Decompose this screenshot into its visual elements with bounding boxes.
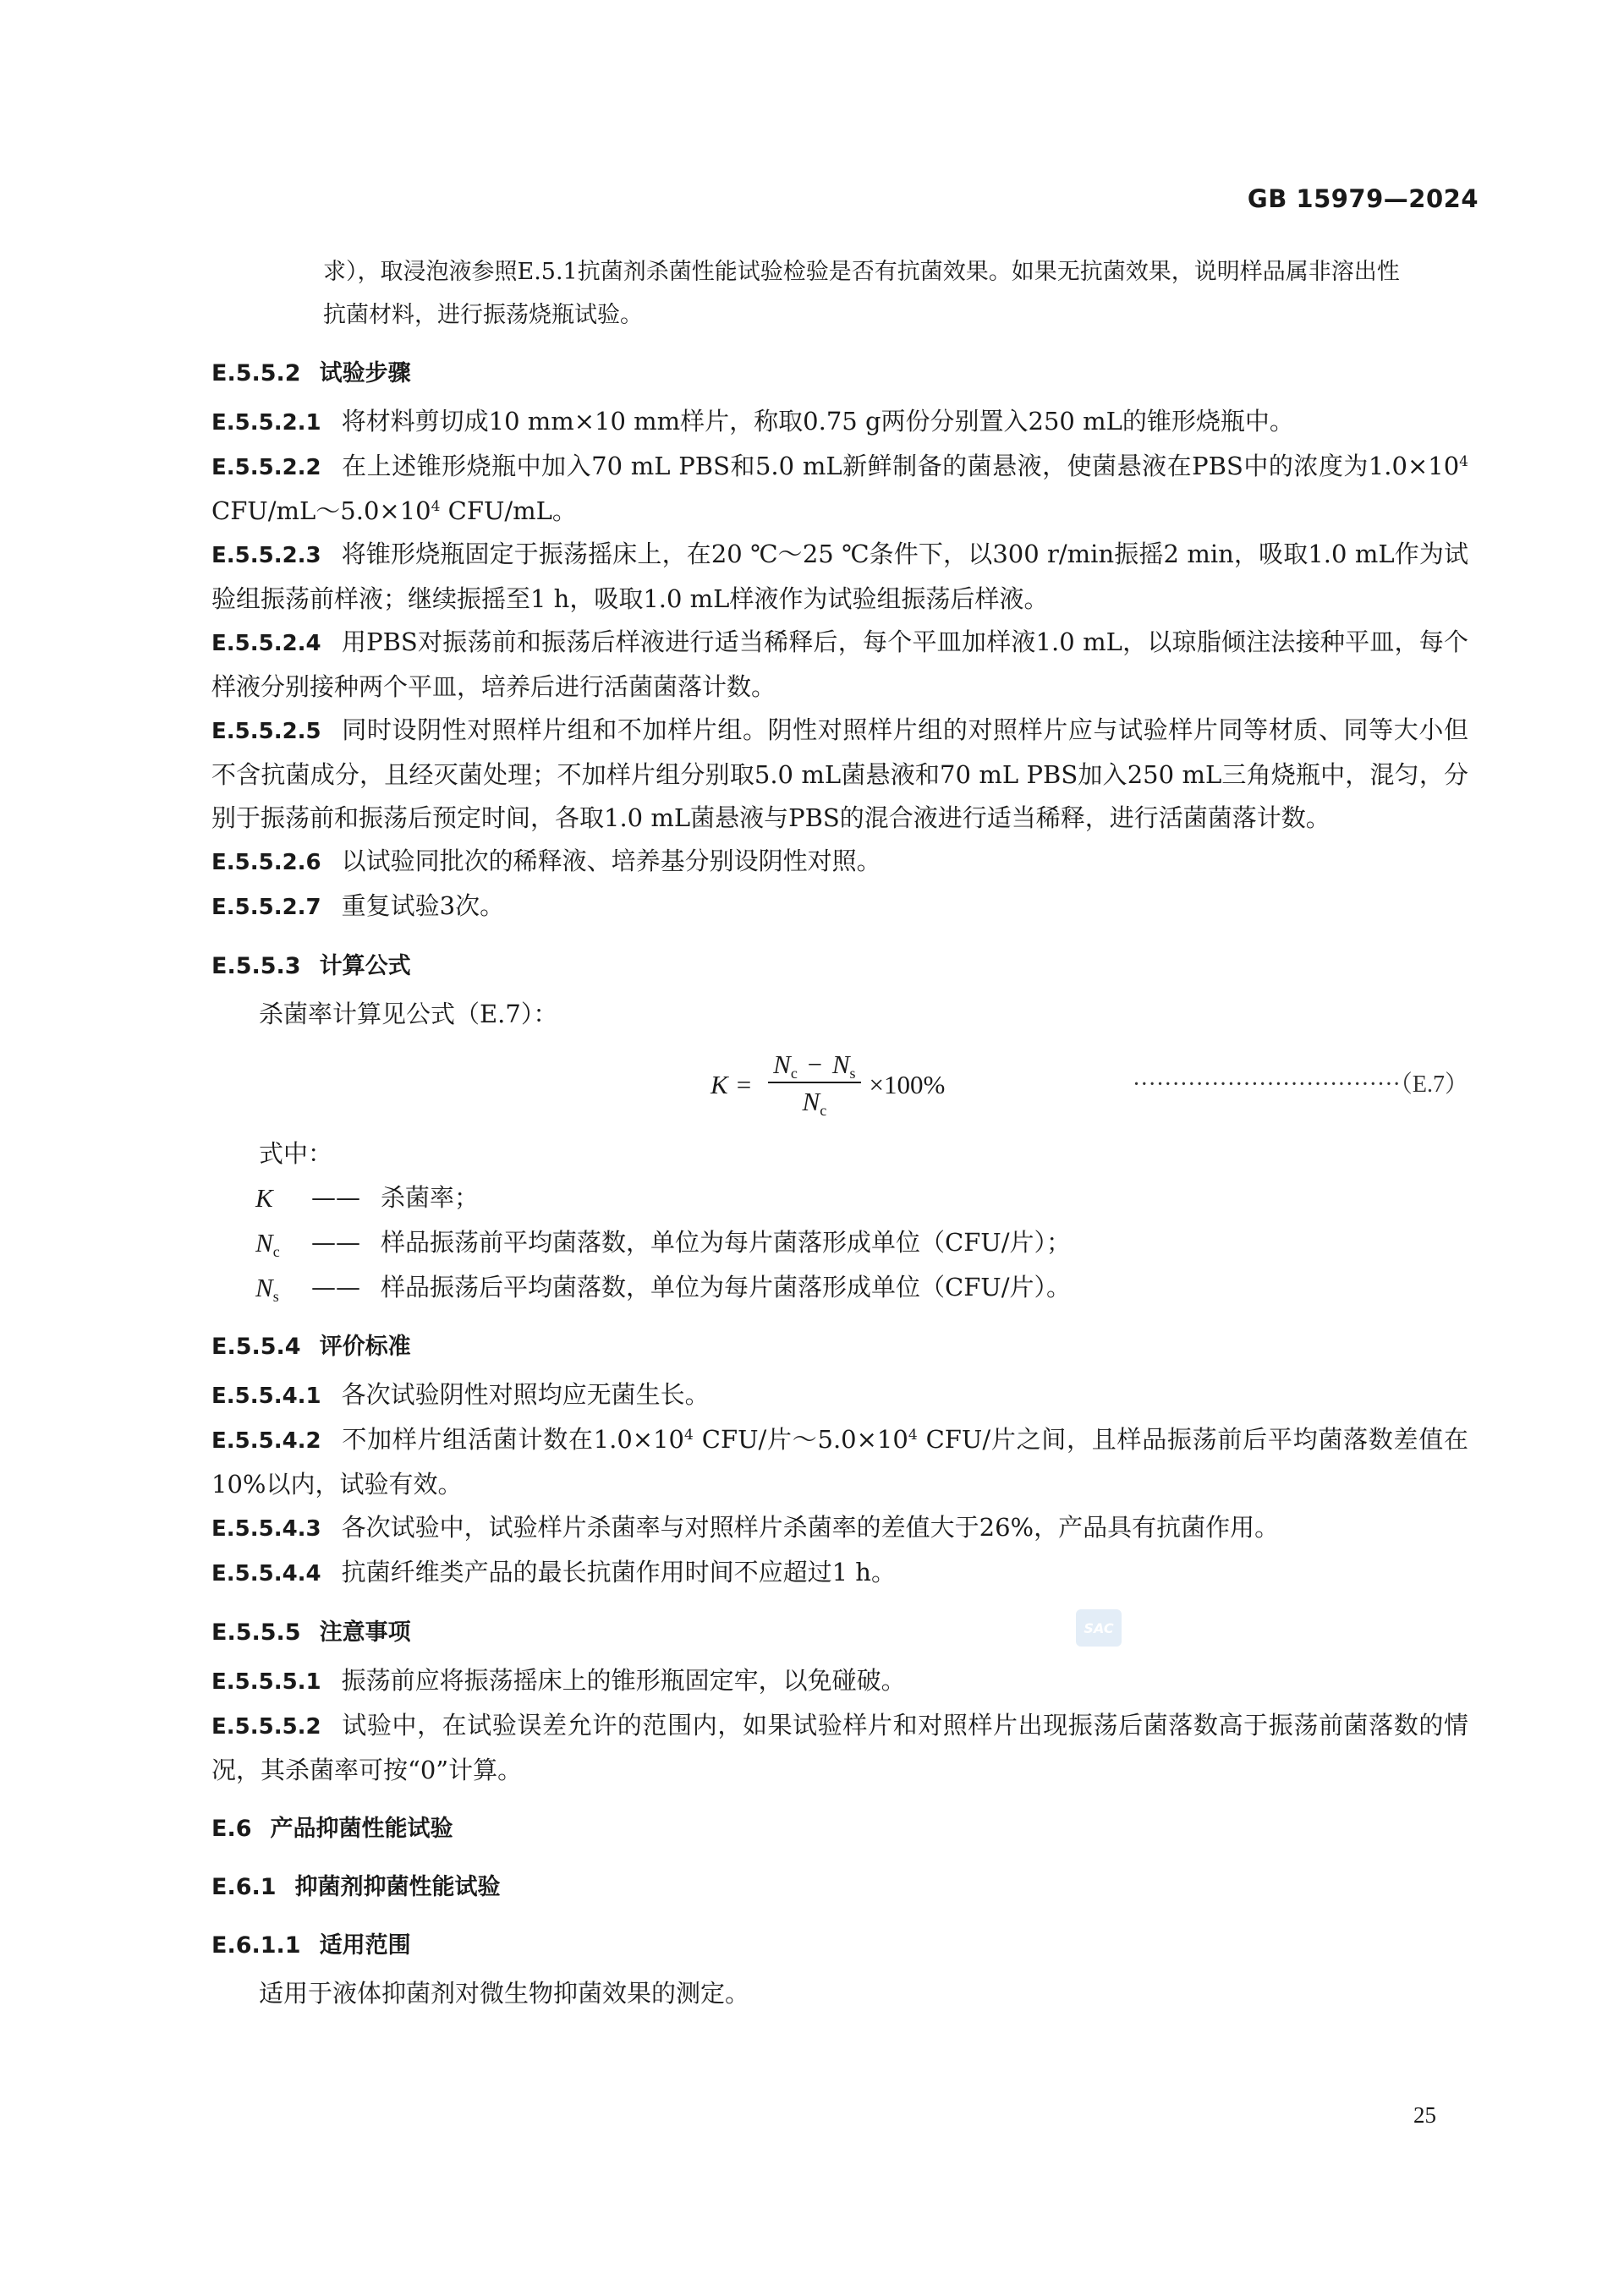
definition-ns: Ns —— 样品振荡后平均菌落数，单位为每片菌落形成单位（CFU/片）。 xyxy=(255,1273,1072,1305)
section-heading-e6: E.6 产品抑菌性能试验 xyxy=(211,1816,453,1842)
definition-k: K —— 杀菌率； xyxy=(255,1183,480,1213)
page-number: 25 xyxy=(1413,2102,1436,2128)
document-id: GB 15979—2024 xyxy=(1247,184,1479,213)
section-heading-e611: E.6.1.1 适用范围 xyxy=(211,1932,411,1959)
section-heading-e555: E.5.5.5 注意事项 xyxy=(211,1619,411,1646)
section-heading-e553: E.5.5.3 计算公式 xyxy=(211,953,411,979)
step-e5522: E.5.5.2.2 在上述锥形烧瓶中加入70 mL PBS和5.0 mL新鲜制备的菌悬液，使菌悬液在PBS中的浓度为$1.0\times 10^4$ CFU/$mL\sim 5.0\times 10^4$ CFU/mL。 xyxy=(211,452,1468,525)
step-e5525: E.5.5.2.5 同时设阴性对照样片组和不加样片组。阴性对照样片组的对照样片应与试验样片同等材质、同等大小但不含抗菌成分，且经灭菌处理；不加样片组分别取5.0 mL菌悬液和70 mL PBS加入250 mL三角烧瓶中，混匀，分别于振荡前和振荡后预定时间，各取1.0 mL菌悬液与PBS的混合液进行适当稀释，进行活菌菌落计数。 xyxy=(211,715,1468,832)
item-e5542: E.5.5.4.2 不加样片组活菌计数在$1.0\times 10^4$ CFU/片$\sim 5.0\times 10^4$ CFU/片之间，且样品振荡前后平均菌落数差值在10%以内，试验有效。 xyxy=(211,1425,1468,1499)
formula-expression: K = $\frac{Nc - Ns}{Nc}$ ×100% xyxy=(710,1049,946,1119)
page-body xyxy=(211,250,1468,2015)
section-heading-e552: E.5.5.2 试验步骤 xyxy=(211,360,411,386)
intro-line-1: 求），取浸泡液参照E.5.1抗菌剂杀菌性能试验检验是否有抗菌效果。如果无抗菌效果，说明样品属非溶出性 xyxy=(323,259,1400,285)
item-e5541: E.5.5.4.1 各次试验阴性对照均应无菌生长。 xyxy=(211,1380,710,1409)
intro-line-2: 抗菌材料，进行振荡烧瓶试验。 xyxy=(323,302,643,328)
equation-number: ··································（E.7） xyxy=(1132,1071,1468,1098)
step-e5521: E.5.5.2.1 将材料剪切成10 mm×10 mm样片，称取0.75 g两份分别置入250 mL的锥形烧瓶中。 xyxy=(211,407,1294,436)
item-e5552: E.5.5.5.2 试验中，在试验误差允许的范围内，如果试验样片和对照样片出现振荡后菌落数高于振荡前菌落数的情况，其杀菌率可按“0”计算。 xyxy=(211,1711,1468,1784)
step-e5526: E.5.5.2.6 以试验同批次的稀释液、培养基分别设阴性对照。 xyxy=(211,847,881,875)
step-e5523: E.5.5.2.3 将锥形烧瓶固定于振荡摇床上，在20 ℃～25 ℃条件下，以300 r/min振摇2 min，吸取1.0 mL作为试验组振荡前样液；继续振摇至1 h，吸取1.0 mL样液作为试验组振荡后样液。 xyxy=(211,540,1468,613)
step-e5527: E.5.5.2.7 重复试验3次。 xyxy=(211,891,505,920)
item-e5551: E.5.5.5.1 振荡前应将振荡摇床上的锥形瓶固定牢，以免碰破。 xyxy=(211,1666,906,1695)
item-e5544: E.5.5.4.4 抗菌纤维类产品的最长抗菌作用时间不应超过1 h。 xyxy=(211,1558,896,1586)
section-heading-e61: E.6.1 抑菌剂抑菌性能试验 xyxy=(211,1874,501,1900)
scope-paragraph: 适用于液体抑菌剂对微生物抑菌效果的测定。 xyxy=(259,1979,750,2008)
formula-lead: 杀菌率计算见公式（E.7）： xyxy=(259,1000,558,1028)
section-heading-e554: E.5.5.4 评价标准 xyxy=(211,1334,411,1360)
intro-paragraph xyxy=(211,250,1468,337)
formula-fraction: $\frac{Nc - Ns}{Nc}$ xyxy=(768,1048,860,1121)
definition-nc: Nc —— 样品振荡前平均菌落数，单位为每片菌落形成单位（CFU/片）； xyxy=(255,1228,1072,1260)
formula-e7 xyxy=(211,1039,1468,1132)
item-e5543: E.5.5.4.3 各次试验中，试验样片杀菌率与对照样片杀菌率的差值大于26%，产品具有抗菌作用。 xyxy=(211,1513,1280,1542)
sac-watermark-logo: SAC xyxy=(1076,1609,1122,1647)
step-e5524: E.5.5.2.4 用PBS对振荡前和振荡后样液进行适当稀释后，每个平皿加样液1.0 mL，以琼脂倾注法接种平皿，每个样液分别接种两个平皿，培养后进行活菌菌落计数。 xyxy=(211,627,1468,701)
where-label: 式中： xyxy=(259,1139,333,1168)
